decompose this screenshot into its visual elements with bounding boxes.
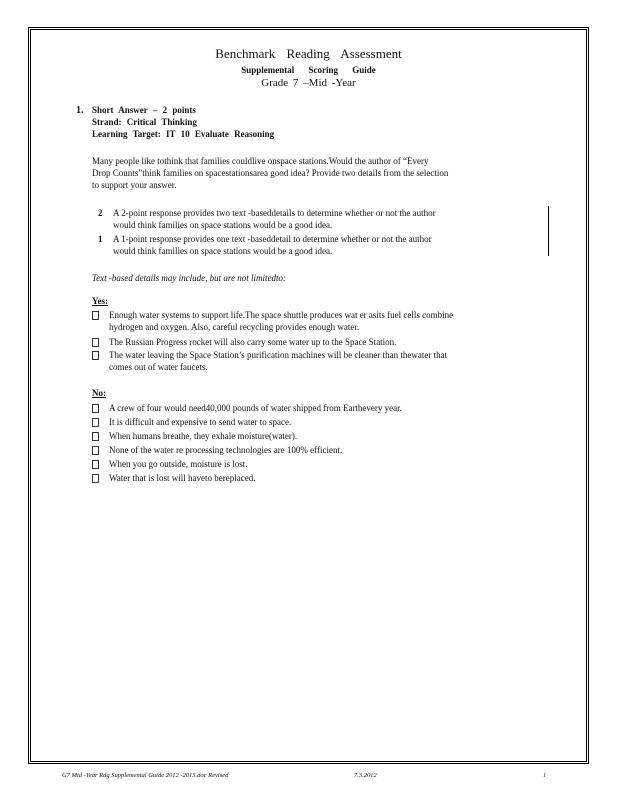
prompt-line: to support your answer. xyxy=(92,180,177,190)
rubric-divider xyxy=(548,206,549,256)
details-intro: Text -based details may include, but are not limitedto: xyxy=(92,273,287,283)
list-item: When you go outside, moisture is lost. xyxy=(92,458,532,470)
list-item: Enough water systems to support life.The space shuttle produces wat er asits fuel cells combine hydrogen and oxygen. Also, careful recycling provides enough water. xyxy=(92,309,532,333)
bullet-box-icon xyxy=(92,460,99,469)
bullet-box-icon xyxy=(92,311,99,320)
rubric-text: A 2-point response provides two text -baseddetails to determine whether or not the author xyxy=(113,208,436,218)
grade-label: Grade 7 –Mid -Year xyxy=(261,77,356,89)
footer-page-number: 1 xyxy=(543,772,547,779)
question-prompt xyxy=(92,155,532,191)
no-heading: No: xyxy=(92,388,106,398)
list-item: A crew of four would need40,000 pounds of water shipped from Earthevery year. xyxy=(92,402,532,414)
rubric-score: 2 xyxy=(98,208,103,218)
list-item: None of the water re processing technologies are 100% efficient. xyxy=(92,444,532,456)
yes-heading: Yes: xyxy=(92,296,108,306)
bullet-box-icon xyxy=(92,351,99,360)
list-item: The Russian Progress rocket will also carry some water up to the Space Station. xyxy=(92,336,532,348)
prompt-line: Many people like tothink that families couldlive onspace stations.Would the author of “Every xyxy=(92,156,429,166)
rubric-text: would think families on space stations would be a good idea. xyxy=(113,220,333,230)
list-item: Water that is lost will haveto bereplaced. xyxy=(92,472,532,484)
bullet-box-icon xyxy=(92,404,99,413)
list-item: It is difficult and expensive to send water to space. xyxy=(92,416,532,428)
bullet-box-icon xyxy=(92,338,99,347)
question-type: Short Answer – 2 points xyxy=(92,105,196,115)
rubric-row xyxy=(98,207,518,231)
rubric-text: A 1-point response provides one text -baseddetail to determine whether or not the author xyxy=(113,234,432,244)
list-item: The water leaving the Space Station’s purification machines will be cleaner than thewater that comes out of water faucets. xyxy=(92,349,532,373)
footer-filename: G7 Mid -Year Rdg Supplemental Guide 2012 -2013.doc Revised xyxy=(62,772,229,779)
question-number: 1. xyxy=(76,105,84,116)
prompt-line: Drop Counts”think families on spacestationsarea good idea? Provide two details from the selection xyxy=(92,168,449,178)
list-item: When humans breathe, they exhale moisture(water). xyxy=(92,430,532,442)
rubric-row xyxy=(98,233,518,257)
rubric-text: would think families on space stations would be a good idea. xyxy=(113,246,333,256)
bullet-box-icon xyxy=(92,446,99,455)
bullet-box-icon xyxy=(92,432,99,441)
footer-date: 7.3.2012 xyxy=(354,772,377,779)
rubric-score: 1 xyxy=(98,234,103,244)
bullet-box-icon xyxy=(92,418,99,427)
learning-target: Learning Target: IT 10 Evaluate Reasoning xyxy=(92,129,275,139)
page-title: Benchmark Reading Assessment xyxy=(215,46,402,61)
bullet-box-icon xyxy=(92,474,99,483)
question-strand: Strand: Critical Thinking xyxy=(92,117,197,127)
page-subtitle: Supplemental Scoring Guide xyxy=(241,65,376,75)
